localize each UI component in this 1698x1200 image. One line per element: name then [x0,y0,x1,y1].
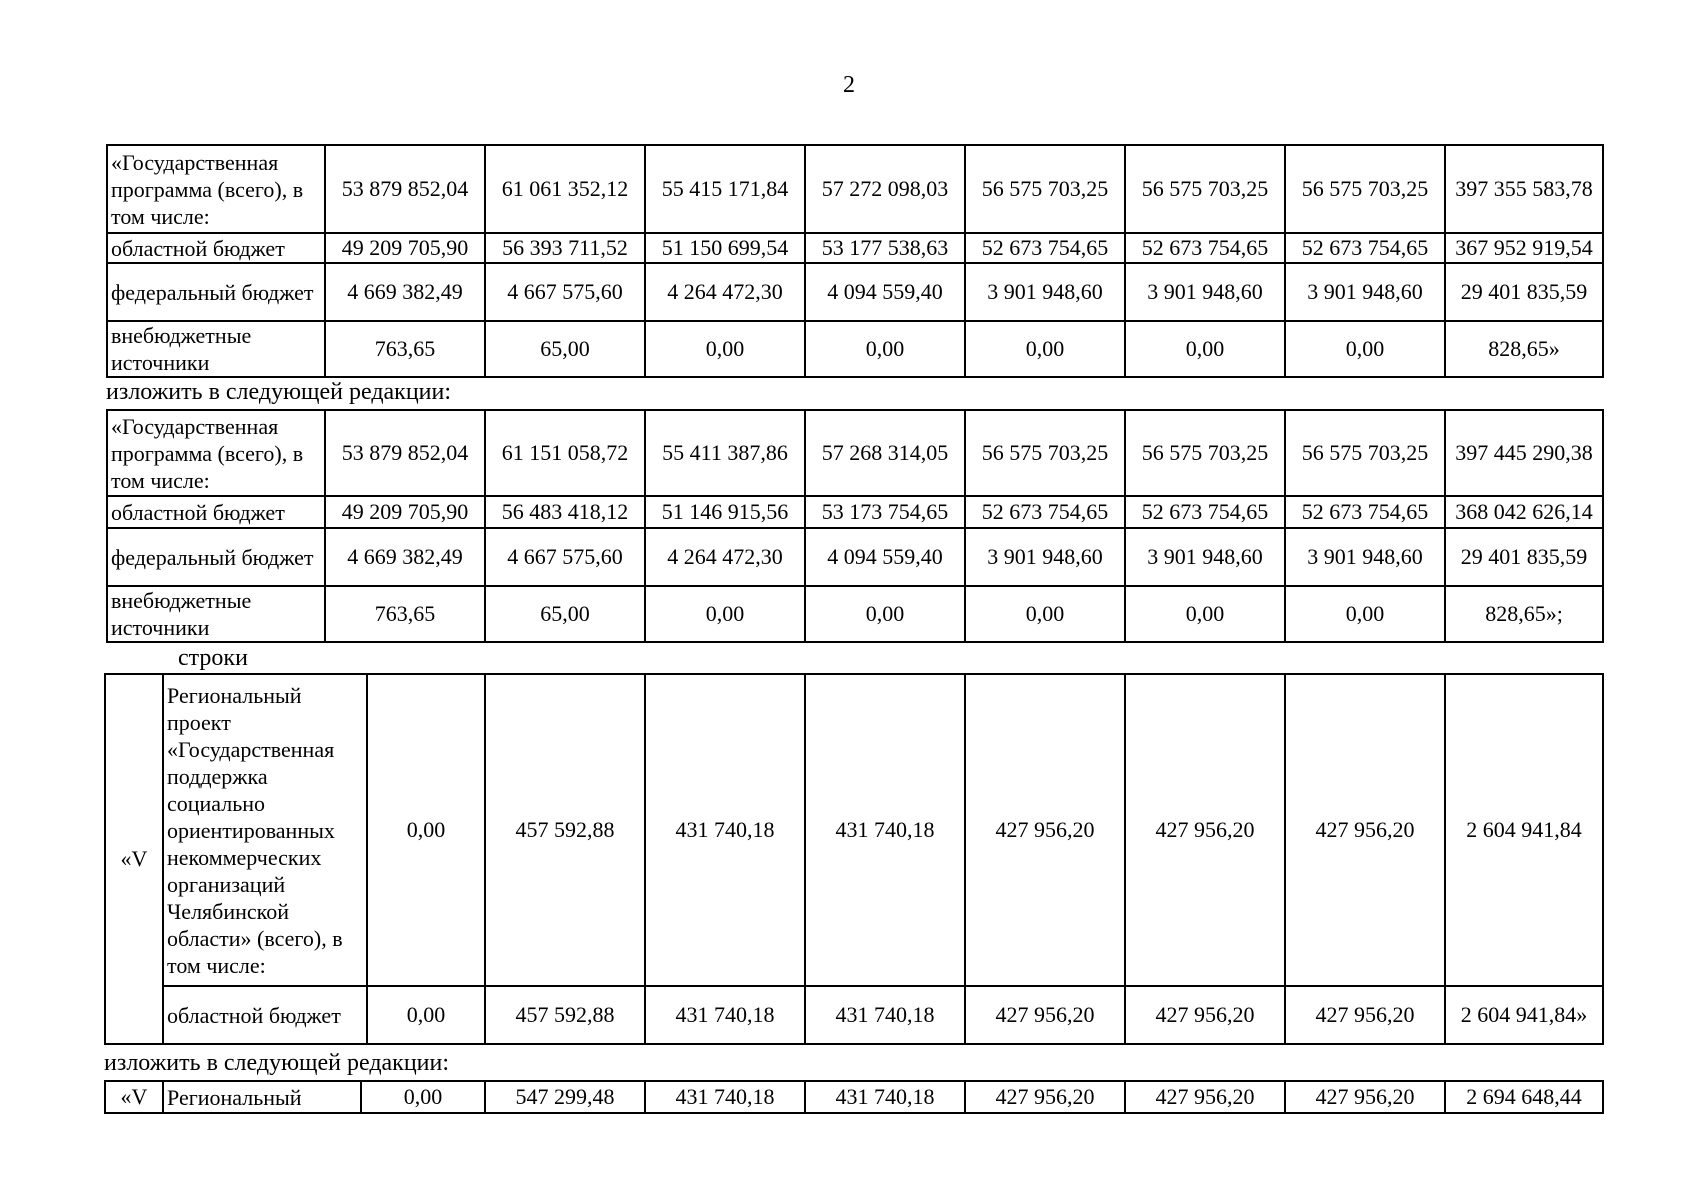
table-cell: 431 740,18 [645,674,805,986]
table-cell: 431 740,18 [645,1081,805,1113]
table-cell: 427 956,20 [1285,986,1445,1044]
table-cell: 4 264 472,30 [645,528,805,586]
table-row [107,321,1603,377]
row-label: областной бюджет [107,496,325,528]
table-cell: 49 209 705,90 [325,496,485,528]
table-cell-total: 828,65»; [1445,586,1603,642]
table-cell: 56 483 418,12 [485,496,645,528]
page-number: 2 [843,72,855,98]
table-cell: 52 673 754,65 [965,496,1125,528]
table-cell: 55 415 171,84 [645,145,805,233]
table-cell: 65,00 [485,586,645,642]
table-cell: 55 411 387,86 [645,410,805,496]
table-cell: 56 575 703,25 [1125,410,1285,496]
table-cell: 427 956,20 [1125,986,1285,1044]
table-cell: 61 061 352,12 [485,145,645,233]
table-cell: 4 094 559,40 [805,263,965,321]
table-cell-total: 2 694 648,44 [1445,1081,1603,1113]
table-row [107,145,1603,233]
table-cell: 431 740,18 [805,986,965,1044]
row-label: Региональный [163,1081,361,1113]
table-cell: 4 264 472,30 [645,263,805,321]
table-cell: 3 901 948,60 [1125,263,1285,321]
row-label: областной бюджет [163,986,367,1044]
edit-instruction: изложить в следующей редакции: [106,379,452,405]
table-cell: 0,00 [645,586,805,642]
table-row [105,986,1603,1044]
table-row [105,1081,1603,1113]
table-cell: 56 575 703,25 [965,410,1125,496]
table-cell: 4 669 382,49 [325,263,485,321]
table-cell: 457 592,88 [485,986,645,1044]
table-cell-total: 397 445 290,38 [1445,410,1603,496]
table-cell: 427 956,20 [1285,674,1445,986]
table-row [107,410,1603,496]
table-cell-total: 29 401 835,59 [1445,528,1603,586]
table-row [107,263,1603,321]
table-cell-total: 368 042 626,14 [1445,496,1603,528]
table-cell: 53 879 852,04 [325,410,485,496]
table-cell: 457 592,88 [485,674,645,986]
table-cell: 4 669 382,49 [325,528,485,586]
table-cell: 3 901 948,60 [965,263,1125,321]
table-cell: 0,00 [1125,586,1285,642]
table-cell: 0,00 [367,674,485,986]
regional-table-new [104,1080,1604,1114]
table-cell: 61 151 058,72 [485,410,645,496]
table-cell: 52 673 754,65 [1125,496,1285,528]
row-label: федеральный бюджет [107,528,325,586]
table-cell: 4 667 575,60 [485,263,645,321]
table-row [105,674,1603,986]
table-cell: 56 575 703,25 [1285,145,1445,233]
table-cell: 431 740,18 [645,986,805,1044]
table-cell: 52 673 754,65 [1125,233,1285,263]
table-cell: 3 901 948,60 [965,528,1125,586]
row-number: «V [105,1081,163,1113]
table-cell: 52 673 754,65 [1285,496,1445,528]
table-cell: 4 667 575,60 [485,528,645,586]
table-cell: 427 956,20 [965,1081,1125,1113]
table-cell-total: 2 604 941,84 [1445,674,1603,986]
row-label: федеральный бюджет [107,263,325,321]
table-cell: 56 575 703,25 [1285,410,1445,496]
table-cell: 3 901 948,60 [1285,263,1445,321]
table-cell: 53 177 538,63 [805,233,965,263]
table-cell: 427 956,20 [1125,674,1285,986]
row-label: «Государственная программа (всего), в том числе: [107,410,325,496]
table-cell-total: 2 604 941,84» [1445,986,1603,1044]
table-cell: 57 272 098,03 [805,145,965,233]
table-cell: 431 740,18 [805,1081,965,1113]
table-cell: 56 575 703,25 [965,145,1125,233]
row-label: областной бюджет [107,233,325,263]
table-row [107,496,1603,528]
row-label: внебюджетные источники [107,321,325,377]
table-cell: 427 956,20 [1125,1081,1285,1113]
row-label: Региональный проект «Государственная поддержка социально ориентированных некоммерческих организаций Челябинской области» (всего), в том числе: [163,674,367,986]
table-cell: 763,65 [325,586,485,642]
table-cell: 0,00 [1285,586,1445,642]
table-cell: 57 268 314,05 [805,410,965,496]
table-row [107,528,1603,586]
table-cell: 3 901 948,60 [1285,528,1445,586]
budget-table-old [106,144,1604,378]
table-cell: 0,00 [805,321,965,377]
table-cell: 763,65 [325,321,485,377]
table-cell: 56 575 703,25 [1125,145,1285,233]
table-cell: 427 956,20 [965,674,1125,986]
table-cell: 51 150 699,54 [645,233,805,263]
table-cell: 0,00 [1125,321,1285,377]
row-number: «V [105,674,163,1044]
table-cell: 0,00 [805,586,965,642]
regional-table-old [104,673,1604,1045]
edit-instruction: изложить в следующей редакции: [104,1050,450,1076]
table-cell: 53 879 852,04 [325,145,485,233]
table-cell: 427 956,20 [965,986,1125,1044]
table-cell: 0,00 [361,1081,485,1113]
table-cell: 56 393 711,52 [485,233,645,263]
table-cell-total: 828,65» [1445,321,1603,377]
table-row [107,233,1603,263]
budget-table-new [106,409,1604,643]
table-cell: 4 094 559,40 [805,528,965,586]
rows-label: строки [178,645,248,671]
table-cell-total: 29 401 835,59 [1445,263,1603,321]
table-cell: 427 956,20 [1285,1081,1445,1113]
table-cell-total: 397 355 583,78 [1445,145,1603,233]
table-row [107,586,1603,642]
table-cell: 0,00 [645,321,805,377]
table-cell: 3 901 948,60 [1125,528,1285,586]
table-cell: 49 209 705,90 [325,233,485,263]
table-cell: 0,00 [1285,321,1445,377]
table-cell: 52 673 754,65 [965,233,1125,263]
row-label: «Государственная программа (всего), в том числе: [107,145,325,233]
table-cell: 547 299,48 [485,1081,645,1113]
table-cell: 51 146 915,56 [645,496,805,528]
table-cell: 53 173 754,65 [805,496,965,528]
table-cell-total: 367 952 919,54 [1445,233,1603,263]
table-cell: 0,00 [965,321,1125,377]
table-cell: 0,00 [367,986,485,1044]
row-label: внебюджетные источники [107,586,325,642]
table-cell: 65,00 [485,321,645,377]
table-cell: 52 673 754,65 [1285,233,1445,263]
table-cell: 0,00 [965,586,1125,642]
table-cell: 431 740,18 [805,674,965,986]
